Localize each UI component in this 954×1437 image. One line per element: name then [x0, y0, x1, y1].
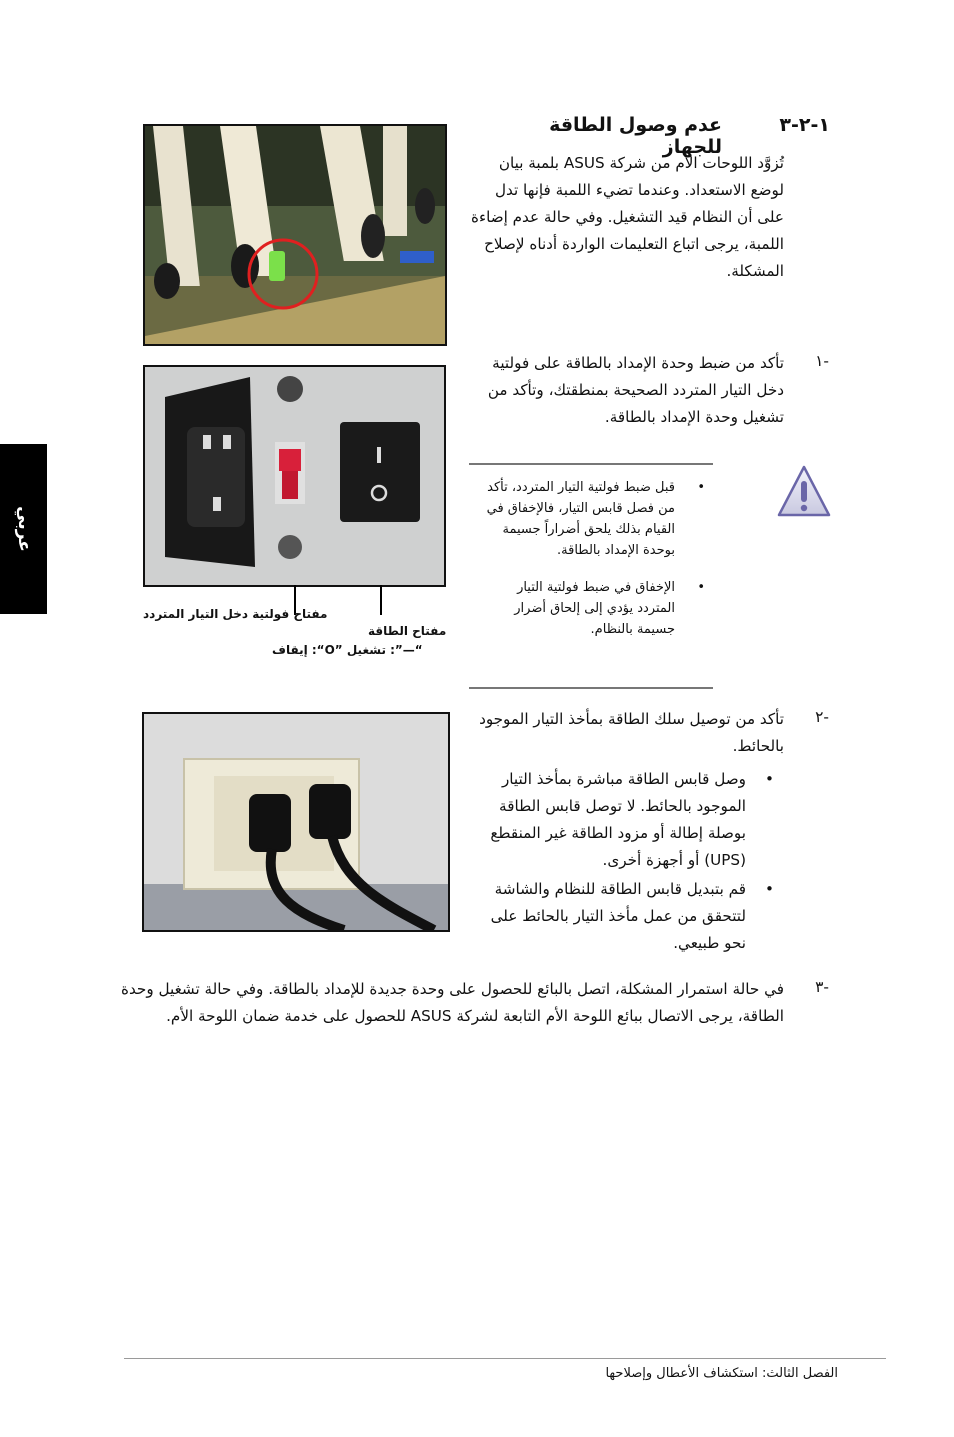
warning-triangle-icon: [776, 463, 832, 519]
standby-led-photo: [143, 124, 447, 346]
footer-divider: [124, 1358, 886, 1359]
step-3-number: -٣: [815, 978, 829, 996]
warning-box: [469, 463, 713, 689]
step-1-text: تأكد من ضبط وحدة الإمداد بالطاقة على فولتية دخل التيار المتردد الصحيحة بمنطقتك، وتأكد من تشغيل وحدة الإمداد بالطاقة.: [487, 354, 784, 426]
wall-outlet-photo: [142, 712, 450, 932]
step-2-bullet: • وصل قابس الطاقة مباشرة بمأخذ التيار الموجود بالحائط. لا توصل قابس الطاقة بوصلة إطالة أو مزود الطاقة غير المنقطع (UPS) أو أجهزة أخرى.: [484, 766, 774, 874]
voltage-switch-caption: مفتاح فولتية دخل التيار المتردد: [143, 607, 328, 621]
section-number: ١-٢-٣: [779, 114, 830, 136]
language-side-tab: [0, 444, 47, 614]
footer-chapter-title: الفصل الثالث: استكشاف الأعطال وإصلاحها: [605, 1366, 838, 1381]
section-title: عدم وصول الطاقة للجهاز: [549, 114, 722, 158]
power-switch-states-caption: “—”: تشغيل ”O“: إيقاف: [272, 643, 423, 657]
step-2-bullets: [484, 766, 774, 959]
step-2-bullet: • قم بتبديل قابس الطاقة للنظام والشاشة لتتحقق من عمل مأخذ التيار بالحائط على نحو طبيعي.: [484, 876, 774, 957]
intro-paragraph: تُزوَّد اللوحات الأم من شركة ASUS بلمبة بيان لوضع الاستعداد. وعندما تضيء اللمبة فإنها تدل على أن النظام قيد التشغيل. وفي حالة عدم إضاءة اللمبة، يرجى اتباع التعليمات الواردة أدناه لإصلاح المشكلة.: [470, 154, 784, 280]
warning-item: • قبل ضبط فولتية التيار المتردد، تأكد من فصل قابس التيار، فالإخفاق في القيام بذلك يلحق أضراراً جسيمة بوحدة الإمداد بالطاقة.: [479, 477, 705, 561]
power-switch-callout-line: [380, 585, 382, 615]
step-1-number: -١: [815, 352, 829, 370]
section-heading: [500, 114, 830, 158]
step-3-text: في حالة استمرار المشكلة، اتصل بالبائع للحصول على وحدة جديدة للإمداد بالطاقة. وفي حالة تشغيل وحدة الطاقة، يرجى الاتصال ببائع اللوحة الأم التابعة لشركة ASUS للحصول على خدمة ضمان اللوحة الأم.: [121, 980, 784, 1025]
warning-item: • الإخفاق في ضبط فولتية التيار المتردد يؤدي إلى إلحاق أضرار جسيمة بالنظام.: [479, 577, 705, 640]
power-supply-photo: [143, 365, 446, 587]
step-2-text: تأكد من توصيل سلك الطاقة بمأخذ التيار الموجود بالحائط.: [479, 710, 784, 755]
power-switch-caption: مفتاح الطاقة: [368, 624, 447, 638]
language-tab-label: عربي: [13, 506, 34, 552]
warning-list: [479, 477, 705, 656]
step-2-number: -٢: [815, 708, 829, 726]
